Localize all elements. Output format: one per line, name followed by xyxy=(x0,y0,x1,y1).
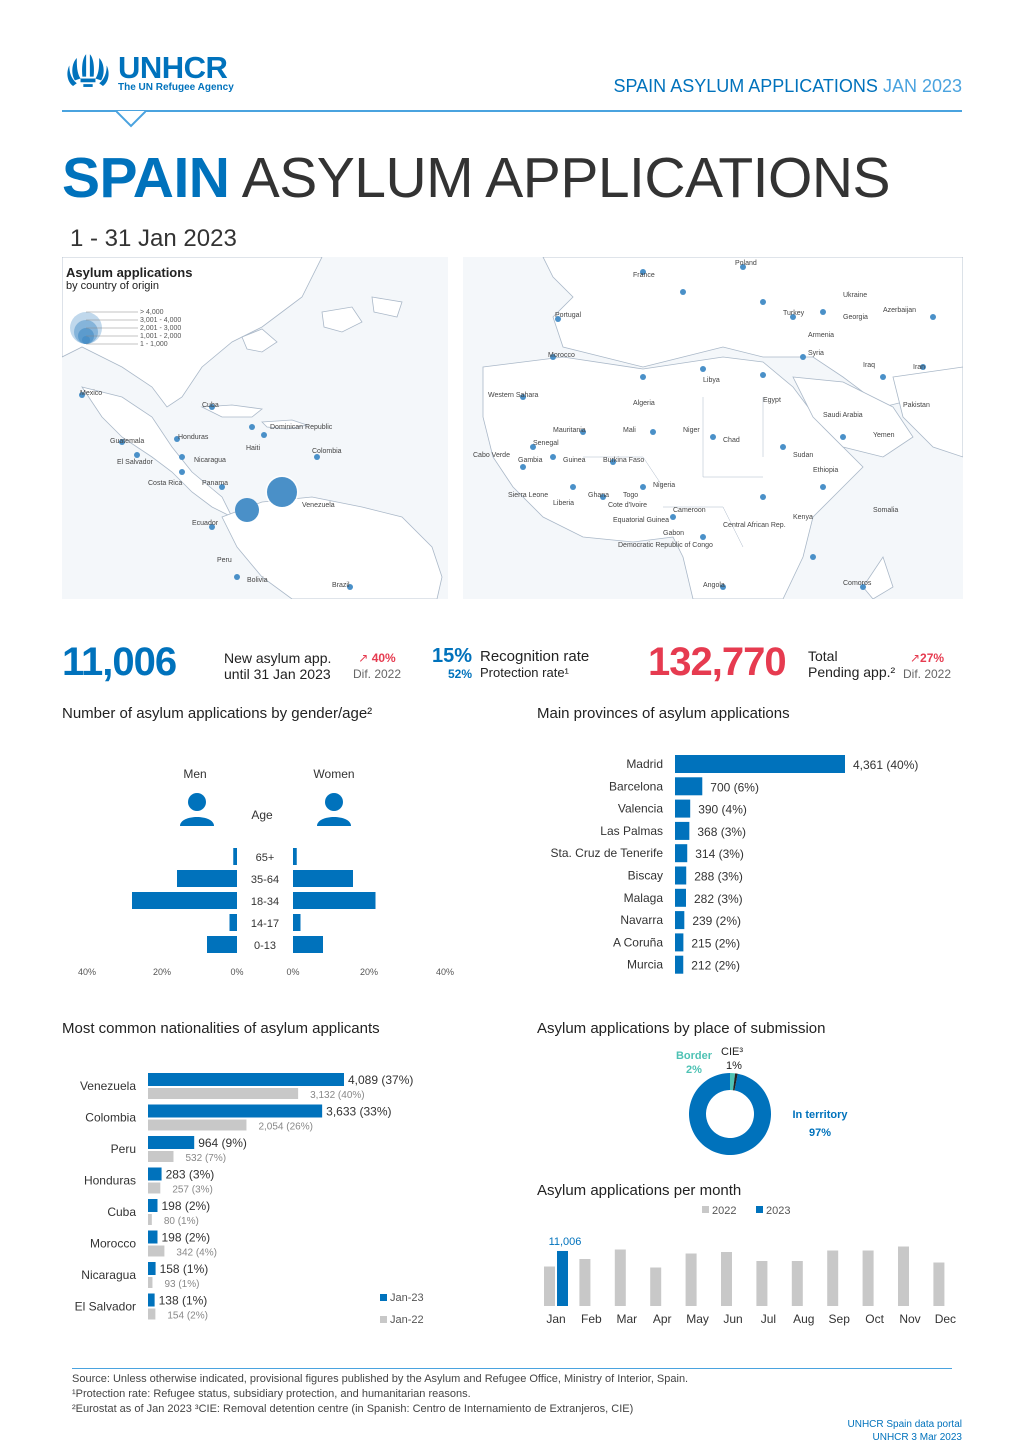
month-bar-2022 xyxy=(579,1259,590,1306)
svg-text:Turkey: Turkey xyxy=(783,310,805,317)
province-value: 368 (3%) xyxy=(697,824,747,839)
kpi-new-apps-change xyxy=(353,650,401,682)
kpi-pending-change xyxy=(903,650,951,682)
month-label: Mar xyxy=(616,1312,638,1326)
province-bar xyxy=(675,844,687,862)
month-bar-2022 xyxy=(756,1261,767,1306)
svg-text:Kenya: Kenya xyxy=(793,514,813,521)
woman-icon xyxy=(317,793,351,826)
month-label: Nov xyxy=(899,1312,921,1326)
svg-text:Equatorial Guinea: Equatorial Guinea xyxy=(613,517,670,524)
donut-value-territory: 97% xyxy=(808,1127,832,1139)
svg-text:Sierra Leone: Sierra Leone xyxy=(508,492,549,499)
data-portal-link[interactable]: UNHCR Spain data portal xyxy=(847,1419,962,1430)
svg-text:Honduras: Honduras xyxy=(178,434,209,441)
nationality-bar-jan23 xyxy=(148,1168,162,1181)
nationality-bar-jan22 xyxy=(148,1214,152,1225)
header-divider xyxy=(62,110,962,112)
man-icon xyxy=(180,793,214,826)
women-label: Women xyxy=(313,767,355,781)
legend-title: Asylum applications xyxy=(66,265,193,280)
jan-2023-label: 11,006 xyxy=(548,1236,582,1248)
donut-label-territory: In territory xyxy=(792,1109,848,1121)
legend-bin-3: 2,001 - 3,000 xyxy=(140,325,182,332)
legend-swatch-2022 xyxy=(702,1206,709,1213)
footer-credits xyxy=(848,1418,963,1444)
tick-left-40: 40% xyxy=(77,967,97,977)
province-value: 239 (2%) xyxy=(692,914,742,929)
legend-subtitle: by country of origin xyxy=(66,280,159,292)
nationality-value-jan23: 4,089 (37%) xyxy=(348,1073,414,1087)
age-group-label: 65+ xyxy=(255,852,275,864)
title-country: SPAIN xyxy=(62,146,230,210)
legend-bin-5: 1 - 1,000 xyxy=(140,341,168,348)
nationality-bar-jan22 xyxy=(148,1183,160,1194)
svg-text:Cuba: Cuba xyxy=(202,402,219,409)
kpi-recognition-label: Recognition rate xyxy=(480,648,590,665)
bar-men-14-17 xyxy=(230,914,238,931)
svg-text:Cameroon: Cameroon xyxy=(673,507,706,514)
title-rest: ASYLUM APPLICATIONS xyxy=(241,146,890,210)
svg-text:Colombia: Colombia xyxy=(312,448,342,455)
province-bar xyxy=(675,867,686,885)
svg-text:Niger: Niger xyxy=(683,427,700,434)
province-name: Biscay xyxy=(627,868,663,883)
tick-right-40: 40% xyxy=(435,967,455,977)
nationalities-title: Most common nationalities of asylum applicants xyxy=(62,1020,380,1037)
logo-tagline: The UN Refugee Agency xyxy=(118,82,234,93)
province-value: 314 (3%) xyxy=(695,847,744,862)
unhcr-logo xyxy=(60,47,116,97)
province-name: A Coruña xyxy=(612,935,663,950)
svg-text:Panama: Panama xyxy=(202,480,229,487)
svg-text:Mali: Mali xyxy=(623,427,636,434)
svg-text:Democratic Republic of Congo: Democratic Republic of Congo xyxy=(618,542,713,549)
nationality-value-jan22: 3,132 (40%) xyxy=(310,1090,365,1101)
svg-text:Yemen: Yemen xyxy=(873,432,895,439)
svg-text:Iraq: Iraq xyxy=(863,362,876,369)
nationality-bar-jan22 xyxy=(148,1309,155,1320)
province-name: Madrid xyxy=(626,757,663,771)
nationality-value-jan22: 80 (1%) xyxy=(163,1216,199,1227)
svg-text:Ecuador: Ecuador xyxy=(192,520,219,527)
nationality-name: Morocco xyxy=(89,1236,136,1251)
kpi-protection-label: Protection rate¹ xyxy=(480,665,569,680)
legend-jan23: Jan-23 xyxy=(390,1292,424,1304)
month-bar-2023 xyxy=(557,1251,568,1306)
month-bar-2022 xyxy=(544,1267,555,1307)
legend-jan22: Jan-22 xyxy=(390,1314,424,1326)
report-label xyxy=(614,76,963,97)
svg-text:Georgia: Georgia xyxy=(843,314,868,321)
gender-age-chart xyxy=(62,760,482,990)
svg-text:Algeria: Algeria xyxy=(633,400,655,407)
svg-text:Portugal: Portugal xyxy=(555,312,582,319)
monthly-chart xyxy=(530,1200,970,1330)
bar-women-14-17 xyxy=(293,914,301,931)
month-bar-2022 xyxy=(933,1263,944,1307)
nationality-bar-jan23 xyxy=(148,1231,157,1244)
svg-text:Venezuela: Venezuela xyxy=(302,502,335,509)
svg-text:Brazil: Brazil xyxy=(332,582,350,589)
month-label: Dec xyxy=(934,1312,957,1326)
nationality-bar-jan23 xyxy=(148,1199,157,1212)
svg-text:Liberia: Liberia xyxy=(553,500,575,507)
footer-source: Source: Unless otherwise indicated, provisional figures published by the Asylum and Refugee Office, Ministry of Interior, Spain. xyxy=(72,1373,689,1385)
svg-text:Nigeria: Nigeria xyxy=(653,482,676,489)
nationality-value-jan22: 93 (1%) xyxy=(164,1279,200,1290)
nationality-name: Nicaragua xyxy=(81,1268,136,1282)
province-name: Navarra xyxy=(620,913,663,928)
svg-text:Bolivia: Bolivia xyxy=(247,577,268,584)
kpi-new-apps-label-line1: New asylum app. xyxy=(224,650,332,666)
svg-text:Burkina Faso: Burkina Faso xyxy=(603,457,645,464)
report-label-date: JAN 2023 xyxy=(882,76,962,96)
svg-text:Comoros: Comoros xyxy=(843,580,872,587)
svg-text:Poland: Poland xyxy=(735,260,757,267)
report-label-strong: SPAIN ASYLUM APPLICATIONS xyxy=(613,76,878,96)
nationality-bar-jan22 xyxy=(148,1088,298,1099)
svg-text:Ghana: Ghana xyxy=(588,492,610,499)
men-label: Men xyxy=(183,767,207,781)
month-label: Feb xyxy=(581,1312,602,1326)
header-notch xyxy=(116,110,146,128)
province-bar xyxy=(675,889,686,907)
nationality-name: Peru xyxy=(110,1142,136,1156)
nationality-bar-jan22 xyxy=(148,1151,174,1162)
submission-donut xyxy=(660,1040,900,1160)
svg-text:Togo: Togo xyxy=(623,492,639,499)
bar-men-0-13 xyxy=(207,936,237,953)
svg-text:Saudi Arabia: Saudi Arabia xyxy=(823,412,863,419)
svg-text:Armenia: Armenia xyxy=(808,332,835,339)
kpi-pending-label xyxy=(808,648,895,680)
svg-text:Cote d'Ivoire: Cote d'Ivoire xyxy=(608,502,648,509)
bar-women-18-34 xyxy=(293,892,376,909)
footer-date: UNHCR 3 Mar 2023 xyxy=(872,1432,962,1443)
provinces-chart xyxy=(520,750,970,980)
map-europe-africa xyxy=(463,257,963,599)
nationality-value-jan23: 198 (2%) xyxy=(161,1230,211,1245)
province-bar xyxy=(675,755,845,773)
report-period: 1 - 31 Jan 2023 xyxy=(70,225,237,252)
age-label: Age xyxy=(251,808,273,822)
province-value: 212 (2%) xyxy=(691,958,740,973)
month-label: Jul xyxy=(760,1312,777,1326)
svg-text:Mauritania: Mauritania xyxy=(553,427,586,434)
svg-text:Central African Rep.: Central African Rep. xyxy=(723,522,786,529)
bar-men-18-34 xyxy=(132,892,237,909)
nationality-bar-jan23 xyxy=(148,1136,194,1149)
province-value: 700 (6%) xyxy=(710,780,759,795)
svg-text:Iran: Iran xyxy=(913,364,926,371)
svg-text:France: France xyxy=(633,272,655,279)
gender-age-title: Number of asylum applications by gender/age² xyxy=(62,705,373,722)
kpi-pending-label-line2: Pending app.² xyxy=(808,664,896,680)
donut-value-border: 2% xyxy=(686,1064,702,1076)
kpi-new-apps-label xyxy=(224,650,331,682)
month-bar-2022 xyxy=(686,1254,697,1307)
legend-swatch-jan23 xyxy=(380,1294,387,1301)
bar-men-35-64 xyxy=(177,870,237,887)
province-bar xyxy=(675,800,690,818)
svg-text:Senegal: Senegal xyxy=(533,440,559,447)
nationality-bar-jan22 xyxy=(148,1277,152,1288)
provinces-title: Main provinces of asylum applications xyxy=(537,705,790,722)
age-group-label: 14-17 xyxy=(250,918,280,930)
nationality-value-jan23: 198 (2%) xyxy=(161,1199,211,1213)
svg-text:Cabo Verde: Cabo Verde xyxy=(473,452,510,459)
age-group-label: 18-34 xyxy=(250,896,280,908)
monthly-title: Asylum applications per month xyxy=(537,1182,742,1199)
tick-right-0: 0% xyxy=(286,967,300,977)
province-name: Malaga xyxy=(623,890,663,905)
kpi-pending-label-line1: Total xyxy=(808,648,838,664)
month-label: Apr xyxy=(652,1312,672,1326)
province-bar xyxy=(675,956,683,974)
nationality-value-jan23: 3,633 (33%) xyxy=(326,1104,392,1119)
svg-text:Gabon: Gabon xyxy=(663,530,685,537)
nationality-bar-jan22 xyxy=(148,1246,164,1257)
legend-symbols xyxy=(66,292,216,348)
kpi-pending-change-value: 27% xyxy=(920,651,945,665)
svg-text:Peru: Peru xyxy=(217,557,232,564)
footer-divider xyxy=(72,1368,952,1369)
nationality-name: Venezuela xyxy=(79,1079,136,1093)
bar-women-65+ xyxy=(293,848,297,865)
kpi-new-apps-change-label: Dif. 2022 xyxy=(353,667,402,681)
svg-text:Pakistan: Pakistan xyxy=(903,402,930,409)
svg-text:El Salvador: El Salvador xyxy=(117,459,153,466)
footer-notes xyxy=(72,1372,688,1417)
nationality-value-jan23: 138 (1%) xyxy=(158,1293,208,1308)
svg-text:Azerbaijan: Azerbaijan xyxy=(883,307,917,314)
bar-men-65+ xyxy=(233,848,237,865)
month-bar-2022 xyxy=(863,1251,874,1307)
month-bar-2022 xyxy=(827,1251,838,1307)
svg-text:Guatemala: Guatemala xyxy=(110,438,145,445)
svg-text:Guinea: Guinea xyxy=(563,457,586,464)
legend-swatch-2023 xyxy=(756,1206,763,1213)
nationality-bar-jan23 xyxy=(148,1105,322,1118)
svg-text:Ethiopia: Ethiopia xyxy=(813,467,839,474)
svg-text:Syria: Syria xyxy=(808,350,824,357)
month-label: Sep xyxy=(828,1312,850,1326)
nationality-value-jan23: 158 (1%) xyxy=(159,1262,209,1276)
nationality-name: El Salvador xyxy=(74,1299,136,1314)
nationality-name: Cuba xyxy=(107,1205,136,1219)
map-marker-venezuela xyxy=(267,477,297,507)
nationality-value-jan22: 154 (2%) xyxy=(167,1310,208,1322)
map-marker-peru-colombia xyxy=(235,498,259,522)
svg-text:Sudan: Sudan xyxy=(793,452,814,459)
kpi-recognition-value: 15% xyxy=(432,645,473,667)
legend-bin-1: > 4,000 xyxy=(140,309,164,316)
donut-value-cie: 1% xyxy=(726,1060,742,1072)
svg-text:Chad: Chad xyxy=(723,437,740,444)
legend-bin-2: 3,001 - 4,000 xyxy=(140,317,182,324)
svg-text:Haiti: Haiti xyxy=(246,445,261,452)
province-name: Murcia xyxy=(626,957,663,972)
province-name: Sta. Cruz de Tenerife xyxy=(550,846,663,861)
nationality-value-jan22: 257 (3%) xyxy=(172,1184,213,1196)
month-bar-2022 xyxy=(650,1268,661,1307)
month-label: Aug xyxy=(793,1312,815,1326)
svg-text:Nicaragua: Nicaragua xyxy=(194,457,226,464)
svg-text:Mexico: Mexico xyxy=(80,390,103,397)
province-bar xyxy=(675,933,683,951)
legend-2022: 2022 xyxy=(712,1205,737,1217)
svg-text:Angola: Angola xyxy=(703,582,725,589)
month-label: May xyxy=(686,1312,709,1326)
arrow-up-icon: ↗ xyxy=(358,651,369,665)
svg-text:Egypt: Egypt xyxy=(763,397,781,404)
month-label: Jan xyxy=(546,1312,566,1326)
legend-swatch-jan22 xyxy=(380,1316,387,1323)
map-legend xyxy=(66,265,226,353)
svg-text:Libya: Libya xyxy=(703,377,720,384)
month-bar-2022 xyxy=(792,1261,803,1306)
legend-bin-4: 1,001 - 2,000 xyxy=(140,333,182,340)
province-value: 215 (2%) xyxy=(691,936,741,951)
svg-text:Somalia: Somalia xyxy=(873,507,899,514)
svg-text:Western Sahara: Western Sahara xyxy=(488,392,539,399)
age-group-label: 0-13 xyxy=(253,940,277,952)
legend-2023: 2023 xyxy=(766,1205,791,1217)
nationalities-chart xyxy=(62,1068,482,1330)
nationality-bar-jan23 xyxy=(148,1262,156,1275)
arrow-up-icon: ↗ xyxy=(909,651,921,665)
nationality-name: Honduras xyxy=(83,1173,136,1188)
footer-note-2: ²Eurostat as of Jan 2023 ³CIE: Removal detention centre (in Spanish: Centro de Internamiento de Extranjeros, CIE) xyxy=(72,1403,634,1415)
tick-left-0: 0% xyxy=(230,967,244,977)
kpi-pending-value: 132,770 xyxy=(648,640,786,684)
kpi-new-apps-label-line2: until 31 Jan 2023 xyxy=(224,666,331,682)
province-name: Las Palmas xyxy=(600,823,663,838)
province-bar xyxy=(675,777,702,795)
kpi-new-apps-value: 11,006 xyxy=(62,640,177,684)
nationality-bar-jan23 xyxy=(148,1294,155,1307)
page-title xyxy=(62,145,890,211)
age-group-label: 35-64 xyxy=(250,874,280,886)
tick-right-20: 20% xyxy=(359,967,379,977)
logo-wordmark: UNHCR xyxy=(118,50,228,85)
month-bar-2022 xyxy=(898,1247,909,1307)
donut-label-cie: CIE³ xyxy=(721,1046,743,1058)
province-bar xyxy=(675,911,684,929)
nationality-bar-jan22 xyxy=(148,1120,246,1131)
svg-text:Morocco: Morocco xyxy=(548,352,575,359)
month-bar-2022 xyxy=(615,1250,626,1307)
nationality-name: Colombia xyxy=(85,1110,136,1125)
kpi-new-apps-change-value: 40% xyxy=(371,651,396,665)
nationality-value-jan22: 342 (4%) xyxy=(176,1247,217,1259)
province-value: 282 (3%) xyxy=(693,891,743,906)
bar-women-0-13 xyxy=(293,936,323,953)
province-value: 390 (4%) xyxy=(698,802,747,817)
svg-text:Gambia: Gambia xyxy=(518,457,543,464)
month-bar-2022 xyxy=(721,1252,732,1306)
nationality-bar-jan23 xyxy=(148,1073,344,1086)
month-label: Jun xyxy=(723,1312,743,1326)
kpi-protection-value: 52% xyxy=(448,667,473,681)
nationality-value-jan23: 283 (3%) xyxy=(165,1167,215,1182)
nationality-value-jan22: 532 (7%) xyxy=(185,1153,227,1164)
nationality-value-jan22: 2,054 (26%) xyxy=(258,1121,313,1133)
province-name: Barcelona xyxy=(608,779,663,794)
province-value: 288 (3%) xyxy=(694,869,743,884)
province-value: 4,361 (40%) xyxy=(853,758,919,772)
bar-women-35-64 xyxy=(293,870,353,887)
province-bar xyxy=(675,822,689,840)
month-label: Oct xyxy=(865,1312,884,1326)
province-name: Valencia xyxy=(617,801,663,816)
svg-text:Costa Rica: Costa Rica xyxy=(148,480,183,487)
submission-title: Asylum applications by place of submission xyxy=(537,1020,826,1037)
footer-note-1: ¹Protection rate: Refugee status, subsidiary protection, and humanitarian reasons. xyxy=(72,1388,471,1400)
kpi-pending-change-label: Dif. 2022 xyxy=(903,667,952,681)
svg-text:Dominican Republic: Dominican Republic xyxy=(270,424,333,431)
nationality-value-jan23: 964 (9%) xyxy=(198,1136,247,1150)
donut-label-border: Border xyxy=(675,1050,713,1062)
svg-text:Ukraine: Ukraine xyxy=(843,292,868,299)
tick-left-20: 20% xyxy=(152,967,172,977)
